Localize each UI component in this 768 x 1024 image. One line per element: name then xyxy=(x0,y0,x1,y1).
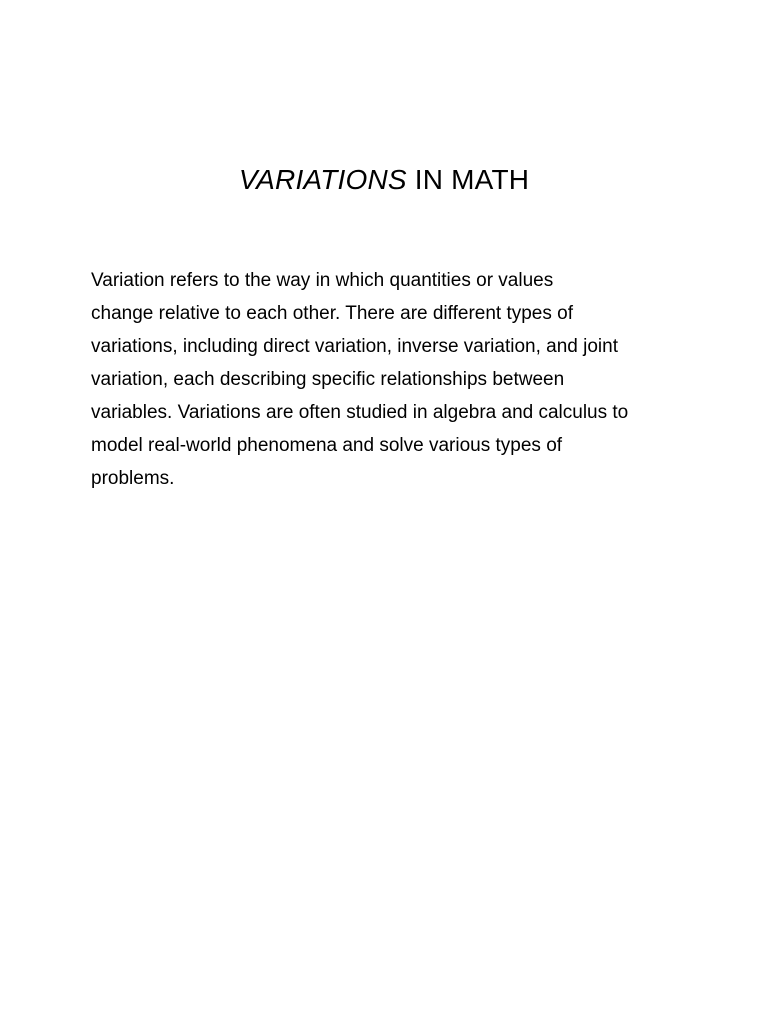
title-emphasis: VARIATIONS xyxy=(238,164,407,195)
paragraph-line: variables. Variations are often studied in algebra and calculus to xyxy=(91,402,629,423)
paragraph-line: model real-world phenomena and solve various types of xyxy=(91,435,563,456)
paragraph-line: Variation refers to the way in which quantities or values xyxy=(91,270,554,291)
body-paragraph xyxy=(91,264,691,495)
paragraph-line: variation, each describing specific relationships between xyxy=(91,369,565,390)
paragraph-line: variations, including direct variation, inverse variation, and joint xyxy=(91,336,618,357)
page-title xyxy=(0,160,768,200)
paragraph-line: change relative to each other. There are different types of xyxy=(91,303,573,324)
paragraph-line: problems. xyxy=(91,468,175,489)
title-rest: IN MATH xyxy=(406,164,530,195)
